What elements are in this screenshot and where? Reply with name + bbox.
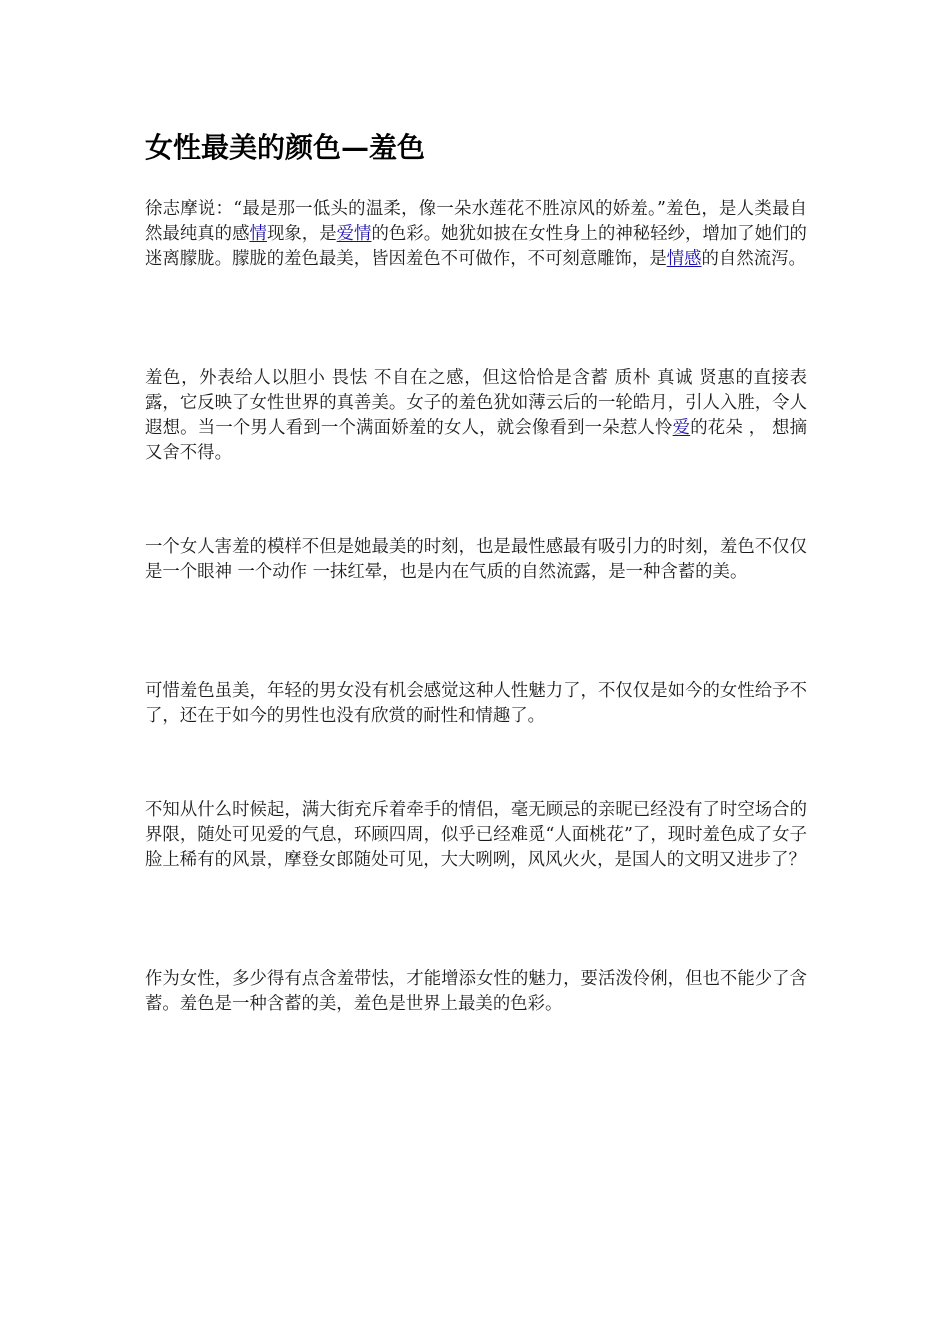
paragraph-text: 可惜羞色虽美，年轻的男女没有机会感觉这种人性魅力了，不仅仅是如今的女性给予不了，还在于如今的男性也没有欣赏的耐性和情趣了。 bbox=[145, 681, 807, 726]
link-qing[interactable]: 情 bbox=[249, 224, 267, 244]
link-ai[interactable]: 爱 bbox=[672, 418, 691, 438]
paragraph-1 bbox=[145, 197, 807, 272]
paragraph-4 bbox=[145, 679, 807, 729]
paragraph-text: 的花朵 ， 想摘又舍不得。 bbox=[145, 418, 807, 463]
paragraph-5 bbox=[145, 798, 807, 873]
paragraph-text: 一个女人害羞的模样不但是她最美的时刻，也是最性感最有吸引力的时刻，羞色不仅仅是一个眼神 一个动作 一抹红晕，也是内在气质的自然流露，是一种含蓄的美。 bbox=[145, 537, 807, 582]
paragraph-6 bbox=[145, 967, 807, 1017]
paragraph-2 bbox=[145, 366, 807, 466]
paragraph-text: 不知从什么时候起，满大街充斥着牵手的情侣，毫无顾忌的亲昵已经没有了时空场合的界限，随处可见爱的气息，环顾四周，似乎已经难觅“人面桃花”了，现时羞色成了女子脸上稀有的风景，摩登女郎随处可见，大大咧咧，风风火火，是国人的文明又进步了？ bbox=[145, 800, 807, 870]
paragraph-3 bbox=[145, 535, 807, 585]
link-aiqing[interactable]: 爱情 bbox=[336, 224, 372, 244]
paragraph-text: 徐志摩说：“最是那一低头的温柔，像一朵水莲花不胜凉风的娇羞。”羞色，是人类最自然最纯真的感 bbox=[145, 199, 807, 244]
page-title: 女性最美的颜色—羞色 bbox=[145, 131, 426, 164]
paragraph-text: 羞色，外表给人以胆小 畏怯 不自在之感，但这恰恰是含蓄 质朴 真诚 贤惠的直接表露，它反映了女性世界的真善美。女子的羞色犹如薄云后的一轮皓月，引人入胜，令人遐想。当一个男人看到一个满面娇羞的女人，就会像看到一朵惹人怜 bbox=[145, 368, 807, 438]
paragraph-text: 的色彩。她犹如披在女性身上的神秘轻纱，增加了她们的迷离朦胧。朦胧的羞色最美，皆因羞色不可做作，不可刻意雕饰，是 bbox=[145, 224, 807, 269]
paragraph-text: 的自然流泻。 bbox=[701, 249, 806, 269]
link-qinggan[interactable]: 情感 bbox=[666, 249, 702, 269]
paragraph-text: 作为女性，多少得有点含羞带怯，才能增添女性的魅力，要活泼伶俐，但也不能少了含蓄。羞色是一种含蓄的美，羞色是世界上最美的色彩。 bbox=[145, 969, 807, 1014]
paragraph-text: 现象，是 bbox=[266, 224, 337, 244]
